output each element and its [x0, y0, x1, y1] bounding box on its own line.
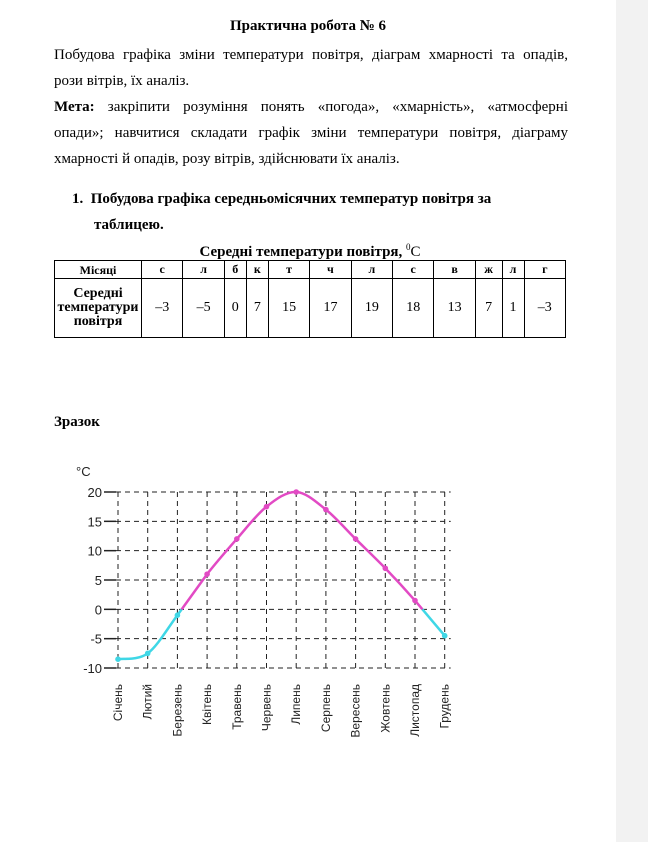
months-header: Місяці	[55, 261, 142, 279]
value-cell: 18	[393, 279, 434, 338]
goal-line: хмарності й опадів, розу вітрів, здійснювати їх аналіз.	[54, 151, 400, 167]
month-cell: б	[224, 261, 246, 279]
series-line-segment	[422, 609, 444, 635]
y-tick-label: -10	[83, 661, 102, 676]
y-tick-label: -5	[90, 631, 102, 647]
temperature-line-chart	[60, 460, 470, 760]
value-cell: 19	[351, 279, 392, 338]
series-line-segment	[296, 492, 326, 510]
series-line-segment	[356, 539, 386, 568]
data-point	[175, 612, 181, 618]
data-point	[115, 656, 121, 662]
value-cell: 13	[434, 279, 475, 338]
month-cell: т	[268, 261, 309, 279]
data-point	[204, 571, 210, 577]
side-panel	[616, 0, 648, 842]
goal-label: Мета:	[54, 99, 95, 115]
task-item	[72, 186, 542, 238]
task-text: Побудова графіка середньомісячних температур повітря за	[90, 191, 492, 207]
table-row-months	[55, 261, 566, 279]
y-tick-label: 20	[87, 485, 102, 500]
value-cell: –5	[183, 279, 224, 338]
x-tick-label: Червень	[259, 684, 274, 732]
x-tick-label: Липень	[289, 684, 304, 725]
y-tick-label: 15	[87, 514, 102, 530]
series-line-segment	[148, 615, 178, 653]
value-cell: 1	[502, 279, 524, 338]
month-cell: л	[351, 261, 392, 279]
x-tick-label: Серпень	[318, 684, 333, 733]
month-cell: ч	[310, 261, 351, 279]
series-line-segment	[207, 539, 237, 574]
x-tick-label: Травень	[229, 684, 244, 730]
data-point	[383, 565, 389, 571]
value-cell: 0	[224, 279, 246, 338]
x-tick-label: Грудень	[437, 684, 452, 729]
month-cell: в	[434, 261, 475, 279]
page-title: Практична робота № 6	[229, 18, 387, 34]
value-cell: 7	[246, 279, 268, 338]
table-caption	[54, 242, 566, 261]
value-cell: 15	[268, 279, 309, 338]
task-line-2: таблицею.	[94, 217, 164, 233]
value-cell: –3	[524, 279, 565, 338]
month-cell: к	[246, 261, 268, 279]
value-cell: 7	[475, 279, 502, 338]
x-tick-label: Лютий	[140, 684, 155, 720]
temperature-table	[54, 260, 566, 338]
value-cell: –3	[142, 279, 183, 338]
data-point	[145, 651, 151, 657]
y-tick-label: 5	[94, 573, 102, 588]
y-axis-unit-label: °C	[76, 464, 91, 479]
goal-text: закріпити розуміння понять «погода», «хмарність», «атмосферні	[94, 99, 568, 115]
caption-degree: 0	[406, 242, 411, 252]
series-line-segment	[237, 507, 267, 539]
month-cell: ж	[475, 261, 502, 279]
data-point	[323, 507, 329, 513]
table-row-values	[55, 279, 566, 338]
x-tick-label: Квітень	[200, 684, 215, 725]
goal-paragraph	[54, 94, 568, 172]
series-line-segment	[182, 574, 207, 609]
intro-line: Побудова графіка зміни температури повітря, діаграм хмарності та опадів,	[54, 47, 568, 63]
data-point	[264, 504, 270, 510]
data-point	[353, 536, 359, 542]
value-cell: 17	[310, 279, 351, 338]
caption-text: Середні температури повітря,	[199, 244, 403, 260]
goal-line	[54, 94, 568, 120]
series-line-segment	[118, 653, 148, 659]
x-tick-label: Жовтень	[378, 684, 393, 733]
month-cell: л	[502, 261, 524, 279]
x-tick-label: Січень	[111, 684, 125, 722]
y-tick-label: 10	[87, 543, 102, 559]
month-cell: с	[142, 261, 183, 279]
values-header: Середні температури повітря	[55, 279, 142, 338]
x-tick-label: Березень	[170, 684, 185, 737]
month-cell: л	[183, 261, 224, 279]
task-number: 1.	[72, 191, 84, 207]
sample-label: Зразок	[54, 414, 100, 430]
task-line	[72, 191, 491, 207]
month-cell: с	[393, 261, 434, 279]
data-point	[293, 489, 299, 495]
month-cell: г	[524, 261, 565, 279]
intro-paragraph	[54, 42, 568, 94]
x-tick-label: Листопад	[408, 684, 422, 737]
caption-unit: C	[410, 244, 421, 260]
series-line-segment	[326, 510, 356, 539]
intro-line: рози вітрів, їх аналіз.	[54, 73, 190, 89]
x-tick-label: Вересень	[348, 684, 363, 738]
data-point	[234, 536, 240, 542]
series-line-segment	[267, 492, 297, 507]
data-point	[412, 598, 418, 604]
data-point	[442, 633, 448, 639]
series-line-segment	[385, 568, 415, 600]
y-tick-label: 0	[94, 602, 102, 618]
goal-line: опади»; навчитися складати графік зміни температури повітря, діаграму	[54, 125, 568, 141]
